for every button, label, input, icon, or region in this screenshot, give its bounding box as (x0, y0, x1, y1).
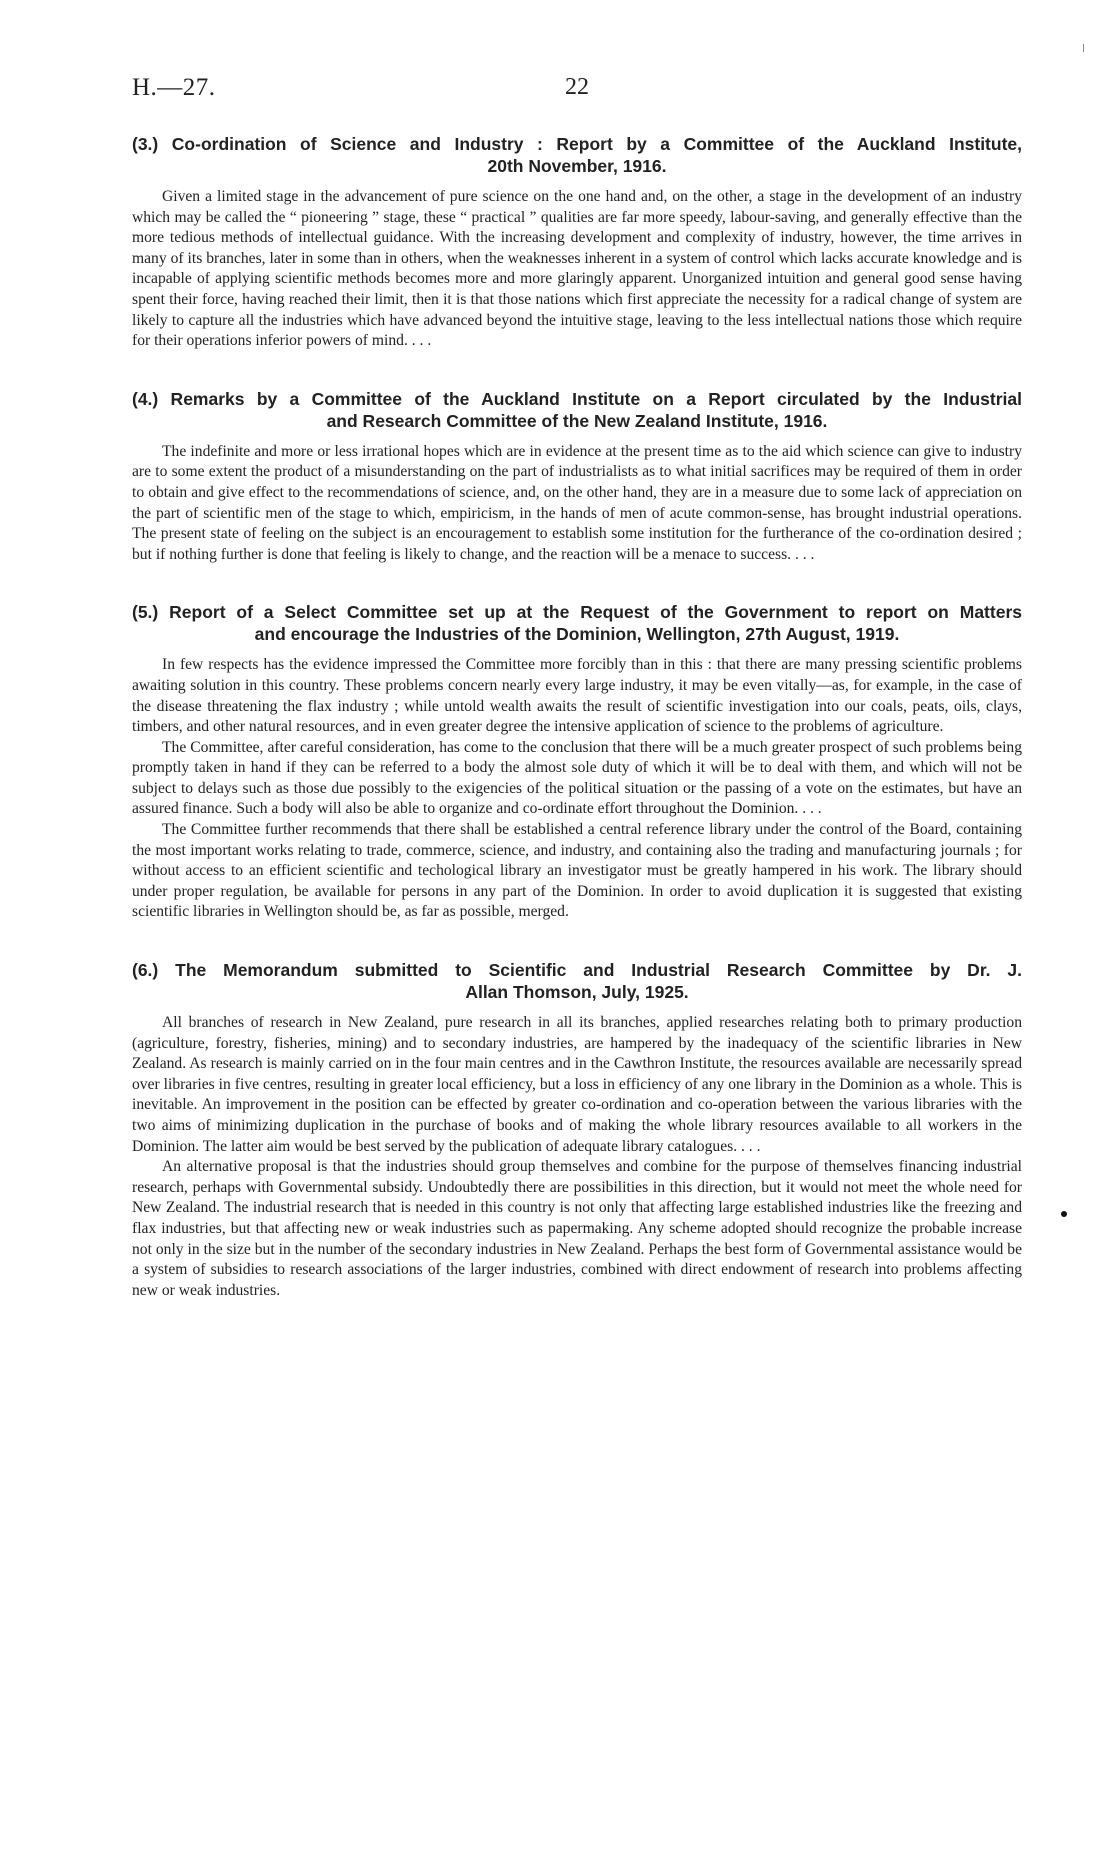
section-6 (132, 959, 1022, 1301)
section-heading (132, 388, 1022, 432)
section-heading-line1: (3.) Co-ordination of Science and Industry : Report by a Committee of the Auckland Institute, (132, 134, 1022, 154)
page-header (132, 74, 1022, 114)
section-heading-line1: (4.) Remarks by a Committee of the Auckland Institute on a Report circulated by the Industrial (132, 388, 1022, 409)
paragraph: Given a limited stage in the advancement of pure science on the one hand and, on the other, a stage in the development of an industry which may be called the “ pioneering ” stage, these “ practical ” qualities are far more speedy, labour-saving, and generally effective than the more tedious methods of intellectual guidance. With the increasing development and complexity of industry, however, the time arrives in many of its branches, later in some than in others, when the weaknesses inherent in a system of control which lacks accurate knowledge and is incapable of applying scientific methods becomes more and more glaringly apparent. Unorganized intuition and general good sense having spent their force, having reached their limit, then it is that those nations which first appreciate the necessity for a radical change of system are likely to capture all the industries which have advanced beyond the intuitive stage, leaving to the less intellectual nations those which require for their operations inferior powers of mind. . . . (132, 188, 1022, 350)
section-4 (132, 388, 1022, 566)
paragraph: An alternative proposal is that the industries should group themselves and combine for the purpose of themselves financing industrial research, perhaps with Governmental subsidy. Undoubtedly there are possibilities in this direction, but it would not meet the whole need for New Zealand. The industrial research that is needed in this country is not only that affecting large established industries like the freezing and flax industries, but that affecting new or weak industries such as papermaking. Any scheme adopted should recognize the probable increase not only in the size but in the number of the secondary industries in New Zealand. Perhaps the best form of Governmental assistance would be a system of subsidies to research associations of the larger industries, combined with direct endowment of research into problems affecting new or weak industries. (132, 1158, 1022, 1299)
section-heading-line2: 20th November, 1916. (487, 156, 667, 176)
section-heading-line1: (5.) Report of a Select Committee set up at the Request of the Government to report on Matters (132, 602, 1022, 623)
paragraph: The indefinite and more or less irrational hopes which are in evidence at the present time as to the aid which science can give to industry are to some extent the product of a misunderstanding on the part of industrialists as to what initial sacrifices may be required of them in order to obtain and give effect to the recommendations of science, and, on the other hand, they are in a measure due to some lack of appreciation on the part of scientific men of the stage to which, empiricism, in the hands of men of acute common-sense, has brought industrial operations. The present state of feeling on the subject is an encouragement to establish some institution for the furtherance of the co-ordination desired ; but if nothing further is done that feeling is likely to change, and the reaction will be a menace to success. . . . (132, 442, 1022, 563)
margin-dot (1061, 1211, 1067, 1217)
section-heading (132, 959, 1022, 1003)
document-id: H.—27. (132, 74, 216, 101)
section-heading-line1: (6.) The Memorandum submitted to Scientific and Industrial Research Committee by Dr. J. (132, 960, 1022, 981)
section-3 (132, 133, 1022, 352)
section-heading-line2: Allan Thomson, July, 1925. (465, 982, 689, 1003)
paragraph: All branches of research in New Zealand, pure research in all its branches, applied researches relating both to primary production (agriculture, forestry, fisheries, mining) and to secondary industries, are hampered by the inadequacy of the scientific libraries in New Zealand. As research is mainly carried on in the four main centres and in the Cawthron Institute, the resources available are necessarily spread over libraries in five centres, resulting in greater local efficiency, but a loss in efficiency of any one library in the Dominion as a whole. This is inevitable. An improvement in the position can be effected by greater co-ordination and co-operation between the various libraries with the two aims of minimizing duplication in the purchase of books and of making the whole library resources available to all workers in the Dominion. The latter aim would be best served by the publication of adequate library catalogues. . . . (132, 1014, 1022, 1155)
section-heading (132, 133, 1022, 177)
margin-mark (1083, 44, 1084, 52)
page-number: 22 (565, 74, 589, 100)
section-heading-line2: and Research Committee of the New Zealand Institute, 1916. (326, 410, 828, 431)
section-heading (132, 601, 1022, 645)
paragraph: The Committee, after careful consideration, has come to the conclusion that there will be a much greater prospect of such problems being promptly taken in hand if they can be referred to a body the almost sole duty of which it will be to deal with them, and which will not be subject to delays such as those due possibly to the exigencies of the political situation or the passing of a vote on the estimates, but have an assured finance. Such a body will also be able to organize and co-ordinate effort throughout the Dominion. . . . (132, 738, 1022, 818)
paragraph: In few respects has the evidence impressed the Committee more forcibly than in this : that there are many pressing scientific problems awaiting solution in this country. These problems concern nearly every large industry, it may be even vitally—as, for example, in the case of the disease threatening the flax industry ; while untold wealth awaits the result of scientific investigation into our coals, peats, oils, clays, timbers, and other natural resources, and in even greater degree the intensive application of science to the problems of agriculture. (132, 656, 1022, 736)
document-body (132, 133, 1022, 1337)
section-5 (132, 601, 1022, 923)
section-heading-line2: and encourage the Industries of the Dominion, Wellington, 27th August, 1919. (254, 624, 900, 645)
paragraph: The Committee further recommends that there shall be established a central reference library under the control of the Board, containing the most important works relating to trade, commerce, science, and industry, and containing also the trading and manufacturing journals ; for without access to an efficient scientific and techological library an investigator must be greatly hampered in his work. The library should under proper regulation, be available for persons in any part of the Dominion. In order to avoid duplication it is suggested that existing scientific libraries in Wellington should be, as far as possible, merged. (132, 821, 1022, 921)
